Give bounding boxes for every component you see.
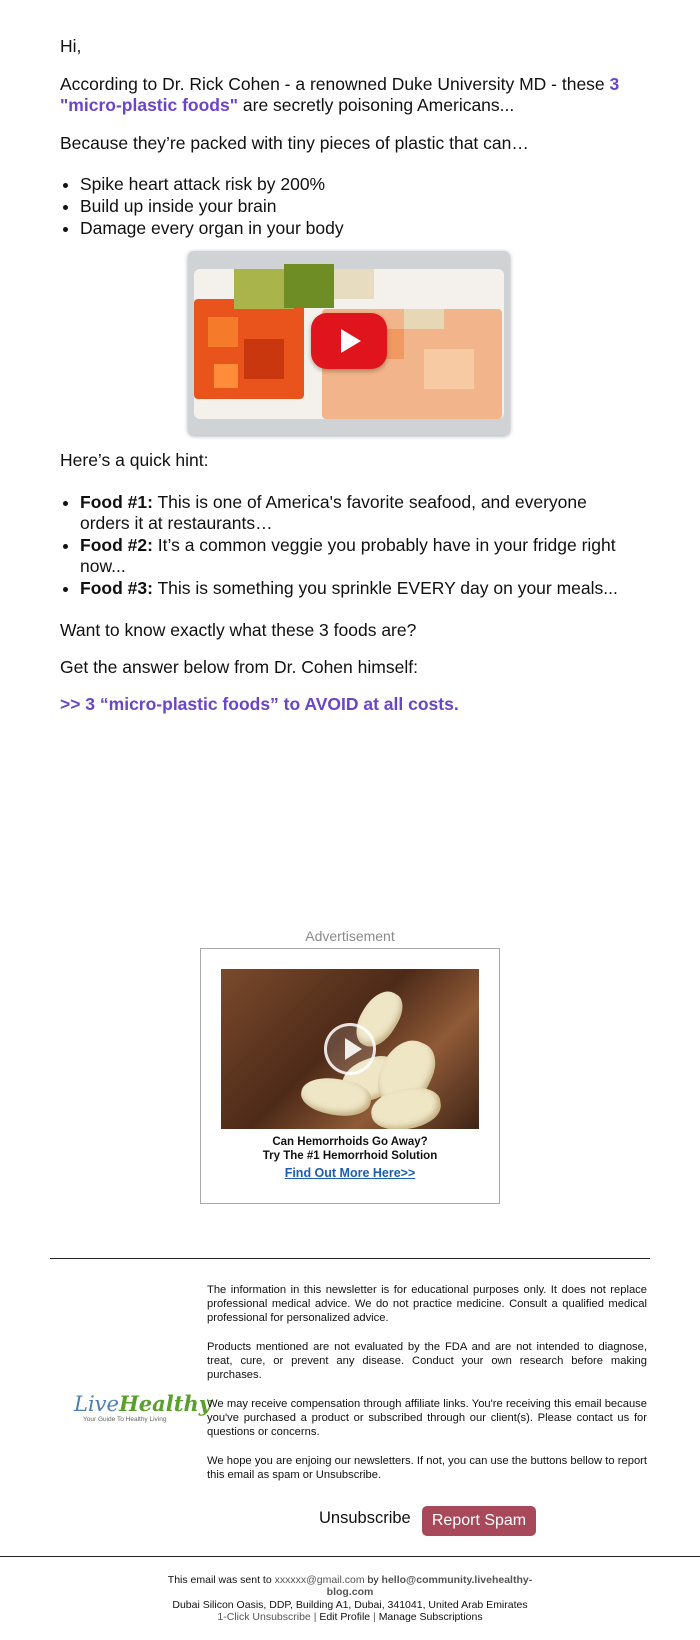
ad-label: Advertisement [305, 928, 395, 944]
question-paragraph: Want to know exactly what these 3 foods are? [60, 620, 417, 640]
intro-text-end: are secretly poisoning Americans... [238, 95, 515, 115]
answer-paragraph: Get the answer below from Dr. Cohen himself: [60, 657, 418, 677]
cta-link[interactable]: >> 3 “micro-plastic foods” to AVOID at all costs. [60, 694, 459, 714]
logo-live: Live [74, 1392, 119, 1416]
play-icon[interactable] [324, 1023, 376, 1075]
food-text: This is one of America's favorite seafood, and everyone orders it at restaurants… [80, 492, 587, 533]
sender-email-domain: blog.com [326, 1586, 374, 1598]
food-label: Food #3: [80, 578, 153, 598]
list-item [80, 492, 640, 534]
food-text: This is something you sprinkle EVERY day on your meals... [152, 578, 618, 598]
divider [0, 1556, 700, 1557]
sender-line [0, 1586, 700, 1598]
list-item: • Damage every organ in your body [80, 218, 640, 239]
food-text: It’s a common veggie you probably have in your fridge right now... [80, 535, 616, 576]
advertisement[interactable] [200, 948, 500, 1204]
sent-to-text: This email was sent to [167, 1574, 275, 1586]
greeting: Hi, [60, 36, 82, 56]
disclaimer-paragraph: Products mentioned are not evaluated by the FDA and are not intended to diagnose, treat, cure, or prevent any disease. Conduct your own research before making purchases. [207, 1341, 647, 1381]
play-button-icon[interactable] [311, 313, 387, 369]
ad-headline: Can Hemorrhoids Go Away? [272, 1136, 428, 1148]
hint-paragraph: Here’s a quick hint: [60, 450, 209, 470]
play-triangle-icon [345, 1038, 362, 1060]
list-item: • Build up inside your brain [80, 196, 640, 217]
divider [50, 1258, 650, 1259]
manage-subscriptions-link[interactable]: Manage Subscriptions [378, 1611, 483, 1623]
disclaimer-paragraph: We may receive compensation through affiliate links. You're receiving this email because you've purchased a product or subscribed through our client(s). Please contact us for questions or concerns. [207, 1398, 647, 1438]
list-item: • Spike heart attack risk by 200% [80, 174, 640, 195]
intro-highlight: 3 "micro-plastic foods" [60, 74, 620, 115]
edit-profile-link[interactable]: Edit Profile [319, 1611, 371, 1623]
footer-links [0, 1611, 700, 1623]
address: Dubai Silicon Oasis, DDP, Building A1, Dubai, 341041, United Arab Emirates [172, 1599, 528, 1611]
disclaimer-paragraph: The information in this newsletter is for educational purposes only. It does not replace professional medical advice. We do not practice medicine. Consult a qualified medical professional for personalized advice. [207, 1284, 647, 1324]
food-label: Food #2: [80, 535, 153, 555]
ad-subheadline: Try The #1 Hemorrhoid Solution [262, 1150, 438, 1162]
sent-to-line [0, 1574, 700, 1586]
live-healthy-logo [74, 1391, 211, 1424]
link-separator: | [310, 1611, 320, 1623]
ad-image[interactable] [221, 969, 479, 1129]
logo-tagline: Your Guide To Healthy Living [83, 1416, 167, 1423]
by-text: by [364, 1574, 382, 1586]
one-click-unsubscribe-link[interactable]: 1-Click Unsubscribe [217, 1611, 311, 1623]
logo-healthy: Healthy [118, 1391, 211, 1416]
unsubscribe-link[interactable]: Unsubscribe [319, 1509, 411, 1527]
risk-list [60, 174, 640, 240]
link-separator: | [370, 1611, 379, 1623]
food-list [60, 492, 640, 600]
intro-paragraph [60, 74, 650, 116]
because-paragraph: Because they’re packed with tiny pieces of plastic that can… [60, 133, 529, 153]
report-spam-button[interactable]: Report Spam [422, 1506, 536, 1536]
recipient-email: xxxxxx@gmail.com [274, 1574, 365, 1586]
sender-email: hello@community.livehealthy- [381, 1574, 533, 1586]
video-thumbnail[interactable] [188, 251, 510, 435]
ad-link[interactable]: Find Out More Here>> [284, 1166, 416, 1180]
disclaimer-paragraph: We hope you are enjoing our newsletters. If not, you can use the buttons bellow to report this email as spam or Unsubscribe. [207, 1455, 647, 1481]
logo-wordmark [74, 1391, 211, 1416]
list-item [80, 535, 640, 577]
intro-text: According to Dr. Rick Cohen - a renowned Duke University MD - these [60, 74, 610, 94]
food-label: Food #1: [80, 492, 153, 512]
play-triangle-icon [341, 329, 361, 353]
list-item [80, 578, 640, 599]
